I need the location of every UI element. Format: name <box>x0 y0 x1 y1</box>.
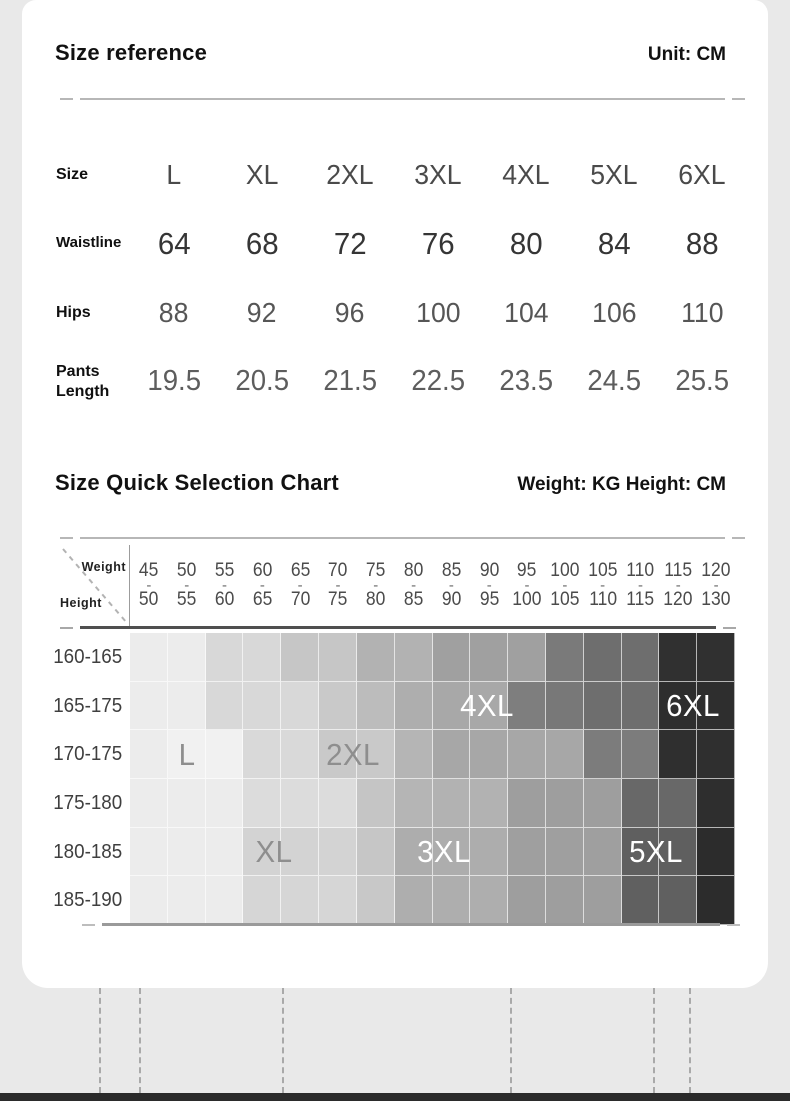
heatmap-cell <box>357 682 395 731</box>
header-underline <box>60 626 736 629</box>
range-dash: - <box>562 577 568 594</box>
weight-from: 85 <box>441 560 462 581</box>
heatmap-cell <box>168 779 206 828</box>
weight-range-header <box>584 545 622 626</box>
row-label: Pants Length <box>56 362 110 400</box>
range-dash: - <box>297 577 303 594</box>
heatmap-cell <box>130 633 168 682</box>
heatmap-cell <box>130 876 168 925</box>
size-zone-label: 5XL <box>628 834 683 869</box>
weight-to: 70 <box>290 589 310 610</box>
heatmap-cell <box>546 779 584 828</box>
diagonal-divider <box>60 545 130 626</box>
heatmap-cell <box>130 682 168 731</box>
heatmap-cell <box>622 876 660 925</box>
table-cell <box>658 365 746 398</box>
cell-value: 22.5 <box>411 365 465 397</box>
height-range-text: 180-185 <box>52 840 122 863</box>
table-row <box>44 209 744 278</box>
size-chart-card <box>22 0 768 988</box>
weight-range-header <box>659 545 697 626</box>
cell-value: 19.5 <box>147 365 201 397</box>
cell-value: 88 <box>685 225 719 261</box>
heatmap-cell <box>395 779 433 828</box>
heatmap-cell <box>433 779 471 828</box>
cell-value: 72 <box>333 225 367 261</box>
heatmap-cell <box>433 633 471 682</box>
heatmap-cell <box>508 876 546 925</box>
cell-value: L <box>166 158 182 190</box>
weight-to: 110 <box>588 589 617 610</box>
weight-range-header <box>622 545 660 626</box>
dashed-guide-line <box>99 988 101 1093</box>
heatmap-cell <box>622 633 660 682</box>
cell-value: 3XL <box>414 158 462 190</box>
heatmap-cell <box>168 876 206 925</box>
heatmap-cell <box>697 633 735 682</box>
divider <box>60 98 745 100</box>
weight-from: 75 <box>366 560 386 581</box>
table-cell <box>306 365 394 398</box>
cell-value: 5XL <box>590 158 638 190</box>
heatmap-cell <box>584 828 622 877</box>
height-range-label <box>50 633 124 682</box>
weight-from: 60 <box>252 560 273 581</box>
table-cell <box>570 365 658 398</box>
heatmap-cell <box>546 730 584 779</box>
heatmap-cell <box>168 682 206 731</box>
cell-value: 64 <box>157 225 191 261</box>
size-table <box>44 140 744 416</box>
heatmap-cell <box>546 876 584 925</box>
table-cell <box>394 297 482 329</box>
heatmap-cell <box>281 730 319 779</box>
table-cell <box>394 159 482 191</box>
size-zone-label: 3XL <box>416 834 471 869</box>
table-row <box>44 347 744 416</box>
height-range-label <box>50 779 124 828</box>
heatmap-cell <box>433 876 471 925</box>
row-label: Size <box>56 165 89 183</box>
heatmap-cell <box>281 633 319 682</box>
heatmap-cell <box>433 730 471 779</box>
weight-range-header <box>206 545 244 626</box>
table-cell <box>130 159 218 191</box>
heatmap-cell <box>357 876 395 925</box>
height-range-label <box>50 828 124 877</box>
heatmap-cell <box>206 779 244 828</box>
cell-value: 106 <box>591 296 637 328</box>
grid-bottom-line <box>82 923 740 926</box>
heatmap-cell <box>508 779 546 828</box>
weight-to: 80 <box>366 589 386 610</box>
weight-range-header <box>243 545 281 626</box>
cell-value: 100 <box>415 296 461 328</box>
heatmap-cell <box>168 828 206 877</box>
weight-from: 90 <box>479 560 499 581</box>
heatmap-cell <box>584 876 622 925</box>
height-range-label <box>50 730 124 779</box>
cell-value: 6XL <box>678 158 726 190</box>
height-range-label <box>50 876 124 925</box>
table-cell <box>570 159 658 191</box>
range-dash: - <box>184 577 190 594</box>
heatmap-cell <box>319 876 357 925</box>
range-dash: - <box>486 577 492 594</box>
weight-axis-label: Weight <box>81 560 126 574</box>
axis-corner <box>60 545 130 626</box>
heatmap-cell <box>395 730 433 779</box>
cell-value: 68 <box>245 225 279 261</box>
weight-from: 110 <box>626 560 655 581</box>
table-cell <box>130 297 218 329</box>
heatmap-cell <box>130 779 168 828</box>
heatmap-cell <box>470 730 508 779</box>
table-cell <box>482 159 570 191</box>
weight-range-header <box>357 545 395 626</box>
heatmap-cell <box>584 633 622 682</box>
weight-to: 105 <box>550 589 580 610</box>
row-label: Waistline <box>56 234 122 252</box>
divider <box>60 537 745 539</box>
size-zone-label: XL <box>255 834 293 869</box>
heatmap-cell <box>319 779 357 828</box>
dashed-guide-line <box>510 988 512 1093</box>
table-cell <box>482 365 570 398</box>
table-cell <box>482 297 570 329</box>
heatmap-cell <box>243 633 281 682</box>
range-dash: - <box>259 577 265 594</box>
heatmap-cell <box>546 828 584 877</box>
table-cell <box>658 159 746 191</box>
range-dash: - <box>448 577 454 594</box>
heatmap-cell <box>697 730 735 779</box>
dashed-guide-line <box>653 988 655 1093</box>
cell-value: 4XL <box>502 158 550 190</box>
heatmap-cell <box>243 779 281 828</box>
heatmap-cell <box>319 682 357 731</box>
weight-from: 80 <box>403 560 424 581</box>
heatmap-cell <box>659 876 697 925</box>
table-cell <box>130 365 218 398</box>
heatmap-cell <box>130 730 168 779</box>
quick-selection-title: Size Quick Selection Chart <box>55 470 339 495</box>
heatmap-cell <box>395 876 433 925</box>
size-reference-header <box>55 40 726 66</box>
weight-to: 60 <box>214 589 235 610</box>
weight-range-header <box>130 545 168 626</box>
heatmap-cell <box>243 730 281 779</box>
cell-value: 23.5 <box>499 365 553 397</box>
heatmap-cell <box>584 779 622 828</box>
heatmap-cell <box>659 633 697 682</box>
cell-value: 88 <box>159 296 189 328</box>
weight-from: 55 <box>214 560 235 581</box>
heatmap-cell <box>622 730 660 779</box>
heatmap-cell <box>281 682 319 731</box>
cell-value: 92 <box>247 296 277 328</box>
heatmap-cell <box>508 633 546 682</box>
height-range-text: 165-175 <box>52 694 122 717</box>
cell-value: 104 <box>503 296 549 328</box>
table-cell <box>218 365 306 398</box>
range-dash: - <box>675 577 681 594</box>
cell-value: 96 <box>335 296 365 328</box>
size-zone-label: 6XL <box>666 688 721 723</box>
heatmap-cell <box>395 633 433 682</box>
range-dash: - <box>373 577 379 594</box>
table-cell <box>306 159 394 191</box>
table-row <box>44 278 744 347</box>
table-cell <box>570 226 658 262</box>
heatmap-cell <box>206 876 244 925</box>
heatmap-cell <box>508 730 546 779</box>
weight-to: 55 <box>176 589 197 610</box>
table-cell <box>218 159 306 191</box>
heatmap-cell <box>622 682 660 731</box>
heatmap-cell <box>319 828 357 877</box>
weight-range-header <box>395 545 433 626</box>
size-zone-label: L <box>178 736 196 772</box>
range-dash: - <box>713 577 719 594</box>
table-cell <box>394 365 482 398</box>
weight-from: 70 <box>328 560 348 581</box>
weight-from: 45 <box>139 560 159 581</box>
table-row <box>44 140 744 209</box>
heatmap-cell <box>281 876 319 925</box>
height-axis-label: Height <box>60 596 102 610</box>
weight-from: 95 <box>517 560 537 581</box>
heatmap-cell <box>243 876 281 925</box>
heatmap-cell <box>697 779 735 828</box>
range-dash: - <box>335 577 341 594</box>
height-range-text: 175-180 <box>52 791 122 814</box>
cell-value: 24.5 <box>587 365 641 397</box>
weight-axis <box>130 545 735 626</box>
range-dash: - <box>524 577 530 594</box>
heatmap-cell <box>622 779 660 828</box>
weight-range-header <box>697 545 735 626</box>
weight-from: 115 <box>664 560 693 581</box>
weight-to: 120 <box>663 589 693 610</box>
size-heatmap <box>130 633 735 925</box>
heatmap-cell <box>470 779 508 828</box>
heatmap-cell <box>584 682 622 731</box>
table-cell <box>658 297 746 329</box>
heatmap-cell <box>357 828 395 877</box>
table-cell <box>658 226 746 262</box>
size-zone-label: 4XL <box>460 688 515 723</box>
cell-value: 20.5 <box>235 365 289 397</box>
range-dash: - <box>600 577 606 594</box>
heatmap-cell <box>130 828 168 877</box>
heatmap-cell <box>395 682 433 731</box>
height-axis <box>50 633 124 925</box>
heatmap-cell <box>470 828 508 877</box>
range-dash: - <box>637 577 643 594</box>
table-cell <box>218 226 306 262</box>
weight-height-unit-label: Weight: KG Height: CM <box>517 474 726 495</box>
heatmap-cell <box>357 633 395 682</box>
weight-from: 105 <box>588 560 618 581</box>
cell-value: XL <box>245 158 279 190</box>
table-cell <box>306 226 394 262</box>
weight-from: 120 <box>701 560 731 581</box>
heatmap-cell <box>470 633 508 682</box>
heatmap-cell <box>206 633 244 682</box>
weight-range-header <box>546 545 584 626</box>
heatmap-cell <box>697 876 735 925</box>
weight-to: 130 <box>701 589 731 610</box>
weight-to: 100 <box>512 589 542 610</box>
heatmap-cell <box>206 682 244 731</box>
height-range-text: 185-190 <box>52 889 122 912</box>
footer-bar <box>0 1093 790 1101</box>
range-dash: - <box>411 577 417 594</box>
table-cell <box>394 226 482 262</box>
weight-to: 95 <box>479 589 499 610</box>
weight-from: 100 <box>550 560 580 581</box>
heatmap-cell <box>584 730 622 779</box>
table-cell <box>306 297 394 329</box>
table-cell <box>130 226 218 262</box>
weight-range-header <box>319 545 357 626</box>
weight-to: 75 <box>328 589 348 610</box>
heatmap-cell <box>357 779 395 828</box>
heatmap-cell <box>659 730 697 779</box>
weight-range-header <box>281 545 319 626</box>
heatmap-cell <box>243 682 281 731</box>
row-label: Hips <box>56 303 91 321</box>
height-range-text: 170-175 <box>52 743 122 766</box>
heatmap-cell <box>206 828 244 877</box>
heatmap-cell <box>206 730 244 779</box>
range-dash: - <box>146 577 152 594</box>
weight-to: 65 <box>252 589 273 610</box>
height-range-label <box>50 682 124 731</box>
heatmap-cell <box>546 633 584 682</box>
weight-to: 85 <box>403 589 424 610</box>
heatmap-cell <box>508 828 546 877</box>
cell-value: 2XL <box>326 158 374 190</box>
cell-value: 76 <box>421 225 455 261</box>
table-cell <box>218 297 306 329</box>
height-range-text: 160-165 <box>52 645 122 668</box>
weight-range-header <box>433 545 471 626</box>
heatmap-cell <box>697 828 735 877</box>
heatmap-cell <box>168 633 206 682</box>
table-cell <box>570 297 658 329</box>
cell-value: 21.5 <box>323 365 377 397</box>
weight-from: 50 <box>176 560 197 581</box>
heatmap-cell <box>659 779 697 828</box>
unit-label: Unit: CM <box>647 44 726 65</box>
range-dash: - <box>222 577 228 594</box>
cell-value: 84 <box>597 225 631 261</box>
weight-to: 115 <box>626 589 655 610</box>
weight-from: 65 <box>290 560 310 581</box>
weight-range-header <box>470 545 508 626</box>
dashed-guide-line <box>139 988 141 1093</box>
size-zone-label: 2XL <box>326 736 381 772</box>
cell-value: 25.5 <box>675 365 729 397</box>
weight-to: 90 <box>441 589 462 610</box>
weight-range-header <box>508 545 546 626</box>
weight-to: 50 <box>139 589 159 610</box>
cell-value: 80 <box>509 225 543 261</box>
table-cell <box>482 226 570 262</box>
heatmap-cell <box>470 876 508 925</box>
size-reference-title: Size reference <box>55 40 207 65</box>
dashed-guide-line <box>689 988 691 1093</box>
weight-range-header <box>168 545 206 626</box>
heatmap-cell <box>319 633 357 682</box>
heatmap-cell <box>546 682 584 731</box>
heatmap-cell <box>281 779 319 828</box>
dashed-guide-line <box>282 988 284 1093</box>
cell-value: 110 <box>680 296 724 328</box>
quick-selection-header <box>55 470 726 496</box>
